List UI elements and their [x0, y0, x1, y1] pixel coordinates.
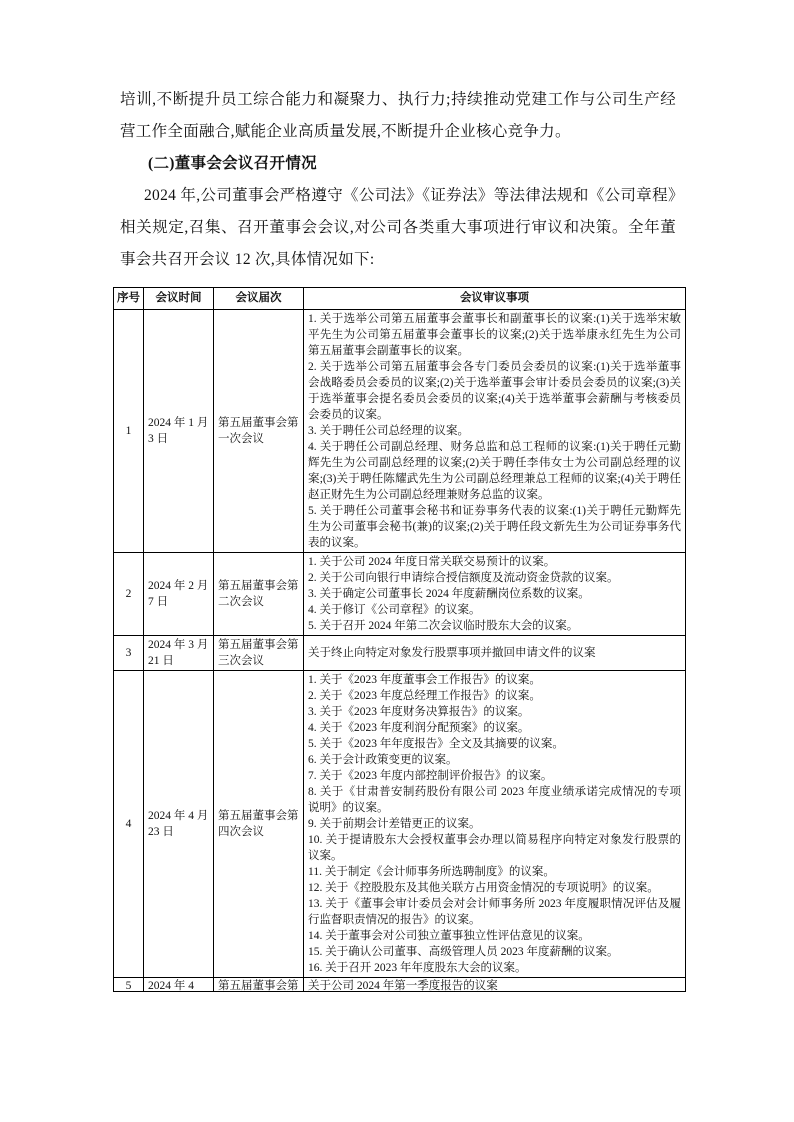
- agenda-item: 11. 关于制定《会计师事务所选聘制度》的议案。: [308, 866, 555, 878]
- agenda-item: 2. 关于《2023 年度总经理工作报告》的议案。: [308, 690, 541, 702]
- agenda-item: 1. 关于公司 2024 年度日常关联交易预计的议案。: [308, 556, 556, 568]
- cell-seq-text: 5: [125, 980, 132, 991]
- column-header-date: 会议时间: [144, 288, 214, 310]
- agenda-item: 5. 关于聘任公司董事会秘书和证券事务代表的议案:(1)关于聘任元勤辉先生为公司董事会秘书(兼)的议案;(2)关于聘任段文新先生为公司证券事务代表的议案。: [308, 505, 681, 549]
- agenda-item: 13. 关于《董事会审计委员会对会计师事务所 2023 年度履职情况评估及履行监督职责情况的报告》的议案。: [308, 898, 681, 926]
- cell-session-text: 第五届董事会第四次会议: [218, 810, 299, 838]
- agenda-item: 2. 关于选举公司第五届董事会各专门委员会委员的议案:(1)关于选举董事会战略委员会委员的议案;(2)关于选举董事会审计委员会委员的议案;(3)关于选举董事会提名委员会委员的议案;(4)关于选举董事会薪酬与考核委员会委员的议案。: [308, 361, 681, 421]
- column-header-items: 会议审议事项: [304, 288, 686, 310]
- column-header-seq: 序号: [114, 288, 144, 310]
- cell-seq-text: 1: [125, 425, 132, 437]
- cell-session: [214, 553, 304, 636]
- cell-items-text: [308, 645, 681, 661]
- agenda-item: 4. 关于《2023 年度利润分配预案》的议案。: [308, 722, 530, 734]
- cell-items: [304, 671, 686, 978]
- agenda-item: 4. 关于聘任公司副总经理、财务总监和总工程师的议案:(1)关于聘任元勤辉先生为公司副总经理的议案;(2)关于聘任李伟女士为公司副总经理的议案;(3)关于聘任陈耀武先生为公司副总经理兼总工程师的议案;(4)关于聘任赵正财先生为公司副总经理兼财务总监的议案。: [308, 441, 681, 501]
- cell-session: [214, 671, 304, 978]
- cell-session-text: 第五届董事会第一次会议: [218, 417, 299, 445]
- agenda-item: 1. 关于《2023 年度董事会工作报告》的议案。: [308, 674, 541, 686]
- cell-session-text: 第五届董事会第三次会议: [218, 639, 299, 667]
- agenda-item: 关于公司 2024 年第一季度报告的议案: [308, 980, 498, 991]
- cell-items: [304, 310, 686, 553]
- cell-session: [214, 636, 304, 671]
- agenda-item: 8. 关于《甘肃普安制药股份有限公司 2023 年度业绩承诺完成情况的专项说明》的议案。: [308, 786, 681, 814]
- cell-date: [144, 553, 214, 636]
- cell-seq-text: 4: [125, 818, 132, 830]
- cell-items: [304, 978, 686, 992]
- agenda-item: 4. 关于修订《公司章程》的议案。: [308, 604, 481, 616]
- agenda-item: 12. 关于《控股股东及其他关联方占用资金情况的专项说明》的议案。: [308, 882, 659, 894]
- agenda-item: 3. 关于确定公司董事长 2024 年度薪酬岗位系数的议案。: [308, 588, 590, 600]
- table-row: [114, 978, 686, 992]
- agenda-item: 5. 关于召开 2024 年第二次会议临时股东大会的议案。: [308, 620, 579, 632]
- cell-seq: [114, 671, 144, 978]
- agenda-item: 3. 关于《2023 年度财务决算报告》的议案。: [308, 706, 530, 718]
- cell-items: [304, 636, 686, 671]
- agenda-item: 10. 关于提请股东大会授权董事会办理以简易程序向特定对象发行股票的议案。: [308, 834, 681, 862]
- cell-items-text: [308, 311, 681, 551]
- cell-seq: [114, 978, 144, 992]
- cell-date-text: 2024 年 4 月 23 日: [148, 810, 209, 838]
- agenda-item: 6. 关于会计政策变更的议案。: [308, 754, 458, 766]
- cell-session: [214, 310, 304, 553]
- page-content: [117, 84, 681, 992]
- cell-session-text: 第五届董事会第: [218, 980, 299, 991]
- cell-session-text: 第五届董事会第二次会议: [218, 580, 299, 608]
- cell-date: [144, 310, 214, 553]
- table-row: [114, 671, 686, 978]
- section-heading: (二)董事会会议召开情况: [148, 155, 317, 172]
- cell-items-text: [308, 672, 681, 976]
- agenda-item: 14. 关于董事会对公司独立董事独立性评估意见的议案。: [308, 930, 590, 942]
- cell-session: [214, 978, 304, 992]
- cell-seq-text: 3: [125, 647, 132, 659]
- agenda-item: 7. 关于《2023 年度内部控制评价报告》的议案。: [308, 770, 553, 782]
- agenda-item: 关于终止向特定对象发行股票事项并撤回申请文件的议案: [308, 647, 596, 659]
- cell-seq: [114, 636, 144, 671]
- paragraph-continuation: 培训,不断提升员工综合能力和凝聚力、执行力;持续推动党建工作与公司生产经营工作全面融合,赋能企业高质量发展,不断提升企业核心竞争力。: [120, 91, 676, 140]
- agenda-item: 16. 关于召开 2023 年年度股东大会的议案。: [308, 962, 527, 974]
- agenda-item: 5. 关于《2023 年年度报告》全文及其摘要的议案。: [308, 738, 564, 750]
- column-header-session: 会议届次: [214, 288, 304, 310]
- agenda-item: 1. 关于选举公司第五届董事会董事长和副董事长的议案:(1)关于选举宋敏平先生为公司第五届董事会董事长的议案;(2)关于选举康永红先生为公司第五届董事会副董事长的议案。: [308, 313, 681, 357]
- cell-items-text: [308, 978, 681, 991]
- cell-date-text: 2024 年 1 月 3 日: [148, 417, 209, 445]
- agenda-item: 3. 关于聘任公司总经理的议案。: [308, 425, 469, 437]
- cell-date: [144, 636, 214, 671]
- board-meetings-table: [113, 287, 686, 992]
- table-row: [114, 310, 686, 553]
- table-row: [114, 553, 686, 636]
- table-row: [114, 636, 686, 671]
- cell-seq-text: 2: [125, 588, 132, 600]
- paragraph-meetings: 2024 年,公司董事会严格遵守《公司法》《证券法》等法律法规和《公司章程》相关规定,召集、召开董事会会议,对公司各类重大事项进行审议和决策。全年董事会共召开会议 12 次,具体情况如下:: [120, 187, 676, 268]
- cell-seq: [114, 553, 144, 636]
- cell-date: [144, 978, 214, 992]
- cell-date-text: 2024 年 2 月 7 日: [148, 580, 209, 608]
- cell-date: [144, 671, 214, 978]
- cell-items: [304, 553, 686, 636]
- cell-date-text: 2024 年 3 月 21 日: [148, 639, 209, 667]
- agenda-item: 9. 关于前期会计差错更正的议案。: [308, 818, 481, 830]
- agenda-item: 2. 关于公司向银行申请综合授信额度及流动资金贷款的议案。: [308, 572, 619, 584]
- table-header-row: [114, 288, 686, 310]
- cell-items-text: [308, 554, 681, 634]
- agenda-item: 15. 关于确认公司董事、高级管理人员 2023 年度薪酬的议案。: [308, 946, 619, 958]
- cell-date-text: 2024 年 4: [148, 980, 194, 991]
- cell-seq: [114, 310, 144, 553]
